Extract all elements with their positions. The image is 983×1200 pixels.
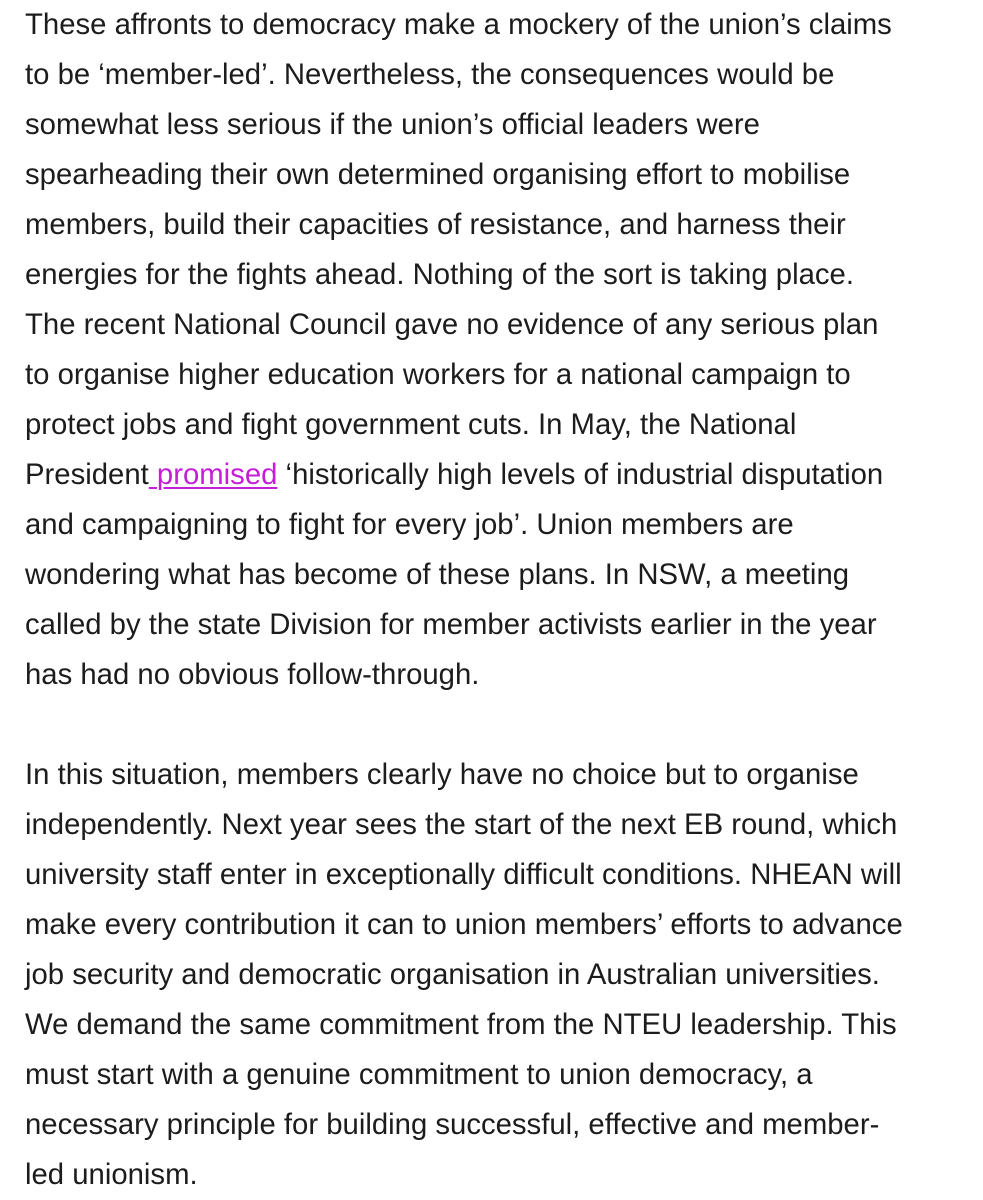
text-segment: ‘historically high levels of industrial disputation: [277, 458, 884, 491]
text-line: make every contribution it can to union members’ efforts to advance: [25, 908, 903, 941]
paragraph-2: [25, 750, 980, 1200]
text-line: called by the state Division for member activists earlier in the year: [25, 608, 877, 641]
text-line: In this situation, members clearly have no choice but to organise: [25, 758, 859, 791]
text-line: protect jobs and fight government cuts. In May, the National: [25, 408, 797, 441]
article-body: [25, 0, 980, 1200]
text-line: job security and democratic organisation in Australian universities.: [25, 958, 880, 991]
text-line: has had no obvious follow-through.: [25, 658, 480, 691]
text-line: members, build their capacities of resistance, and harness their: [25, 208, 846, 241]
text-line: to organise higher education workers for a national campaign to: [25, 358, 851, 391]
text-line-with-link: [25, 450, 980, 500]
text-line: and campaigning to fight for every job’. Union members are: [25, 508, 794, 541]
text-line: These affronts to democracy make a mockery of the union’s claims: [25, 8, 892, 41]
text-line: university staff enter in exceptionally difficult conditions. NHEAN will: [25, 858, 902, 891]
text-line: necessary principle for building successful, effective and member-: [25, 1108, 880, 1141]
paragraph-spacer: [25, 700, 980, 750]
text-line: spearheading their own determined organising effort to mobilise: [25, 158, 851, 191]
text-line: The recent National Council gave no evidence of any serious plan: [25, 308, 879, 341]
text-line: independently. Next year sees the start of the next EB round, which: [25, 808, 898, 841]
text-line: to be ‘member-led’. Nevertheless, the consequences would be: [25, 58, 835, 91]
text-segment: President: [25, 458, 149, 491]
promised-link[interactable]: promised: [148, 458, 278, 491]
paragraph-1: [25, 0, 980, 700]
text-line: led unionism.: [25, 1158, 198, 1191]
text-line: We demand the same commitment from the NTEU leadership. This: [25, 1008, 897, 1041]
text-line: wondering what has become of these plans. In NSW, a meeting: [25, 558, 850, 591]
text-line: somewhat less serious if the union’s official leaders were: [25, 108, 760, 141]
text-line: must start with a genuine commitment to union democracy, a: [25, 1058, 813, 1091]
text-line: energies for the fights ahead. Nothing of the sort is taking place.: [25, 258, 854, 291]
